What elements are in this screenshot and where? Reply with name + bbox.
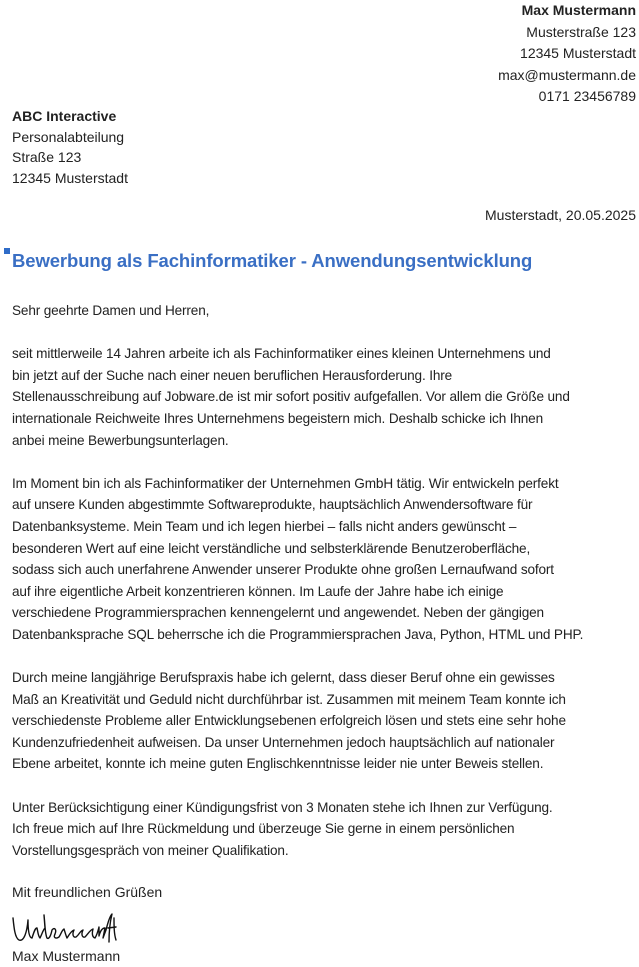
sender-phone: 0171 23456789 bbox=[538, 88, 636, 104]
body-line: Ebene arbeitet, konnte ich meine guten Englischkenntnisse leider nie unter Beweis stellen. bbox=[12, 756, 544, 772]
body-paragraph bbox=[12, 667, 639, 775]
recipient-address bbox=[12, 106, 128, 188]
sender-city: 12345 Musterstadt bbox=[520, 45, 636, 61]
sender-street: Musterstraße 123 bbox=[526, 23, 636, 40]
body-line: anbei meine Bewerbungsunterlagen. bbox=[12, 432, 229, 448]
body-line: Durch meine langjährige Berufspraxis habe ich gelernt, dass dieser Beruf ohne ein gewisses bbox=[12, 670, 555, 686]
body-line: Im Moment bin ich als Fachinformatiker der Unternehmen GmbH tätig. Wir entwickeln perfekt bbox=[12, 475, 559, 491]
body-line: seit mittlerweile 14 Jahren arbeite ich als Fachinformatiker eines kleinen Unternehmens und bbox=[12, 346, 551, 362]
body-paragraph bbox=[12, 473, 639, 646]
body-line: besonderen Wert auf eine leicht verständliche und selbsterklärende Benutzeroberfläche, bbox=[12, 540, 531, 556]
sender-address bbox=[498, 0, 636, 108]
recipient-company: ABC Interactive bbox=[12, 108, 117, 124]
body-line: Ich freue mich auf Ihre Rückmeldung und überzeuge Sie gerne in einem persönlichen bbox=[12, 821, 515, 837]
salutation: Sehr geehrte Damen und Herren, bbox=[12, 303, 210, 318]
signature-image bbox=[10, 910, 130, 950]
signer-name: Max Mustermann bbox=[12, 948, 121, 964]
body-paragraph bbox=[12, 797, 639, 862]
body-line: internationale Reichweite Ihres Unternehmens begeistern mich. Deshalb schicke ich Ihnen bbox=[12, 410, 543, 426]
sender-email: max@mustermann.de bbox=[498, 66, 636, 83]
body-line: auf unsere Kunden abgestimmte Softwareprodukte, hauptsächlich Anwendersoftware für bbox=[12, 497, 533, 513]
sender-name: Max Mustermann bbox=[521, 2, 636, 18]
body-line: Datenbanksprache SQL beherrsche ich die Programmiersprachen Java, Python, HTML und PHP. bbox=[12, 626, 584, 642]
body-line: sodass sich auch unerfahrene Anwender unserer Produkte ohne großen Lernaufwand sofort bbox=[12, 562, 554, 578]
recipient-street: Straße 123 bbox=[12, 149, 82, 165]
body-line: auf ihre eigentliche Arbeit konzentrieren können. Im Laufe der Jahre habe ich einige bbox=[12, 583, 504, 599]
body-line: verschiedene Programmiersprachen kennengelernt und angewendet. Neben der gängigen bbox=[12, 605, 544, 621]
recipient-department: Personalabteilung bbox=[12, 128, 125, 145]
body-line: Kundenzufriedenheit aufweisen. Da unser Unternehmen jedoch hauptsächlich auf nationaler bbox=[12, 734, 555, 750]
body-line: verschiedenste Probleme aller Entwicklungsebenen erfolgreich lösen und stets eine sehr hohe bbox=[12, 713, 566, 729]
body-line: Maß an Kreativität und Geduld nicht durchführbar ist. Zusammen mit meinem Team konnte ich bbox=[12, 691, 566, 707]
letter-subject: Bewerbung als Fachinformatiker - Anwendungsentwicklung bbox=[12, 250, 533, 271]
body-paragraphs bbox=[12, 343, 639, 861]
recipient-city: 12345 Musterstadt bbox=[12, 169, 128, 186]
body-paragraph bbox=[12, 343, 639, 451]
body-line: Unter Berücksichtigung einer Kündigungsfrist von 3 Monaten stehe ich Ihnen zur Verfügung. bbox=[12, 799, 553, 815]
body-line: Vorstellungsgespräch von meiner Qualifikation. bbox=[12, 842, 289, 858]
body-line: Datenbanksysteme. Mein Team und ich legen hierbei – falls nicht anders gewünscht – bbox=[12, 518, 517, 534]
letter-body bbox=[12, 300, 639, 883]
body-line: bin jetzt auf der Suche nach einer neuen beruflichen Herausforderung. Ihre bbox=[12, 367, 453, 383]
letter-date: Musterstadt, 20.05.2025 bbox=[485, 207, 636, 223]
subject-marker bbox=[4, 248, 10, 254]
closing: Mit freundlichen Grüßen bbox=[12, 884, 163, 900]
body-line: Stellenausschreibung auf Jobware.de ist mir sofort positiv aufgefallen. Vor allem die Größe und bbox=[12, 389, 570, 405]
